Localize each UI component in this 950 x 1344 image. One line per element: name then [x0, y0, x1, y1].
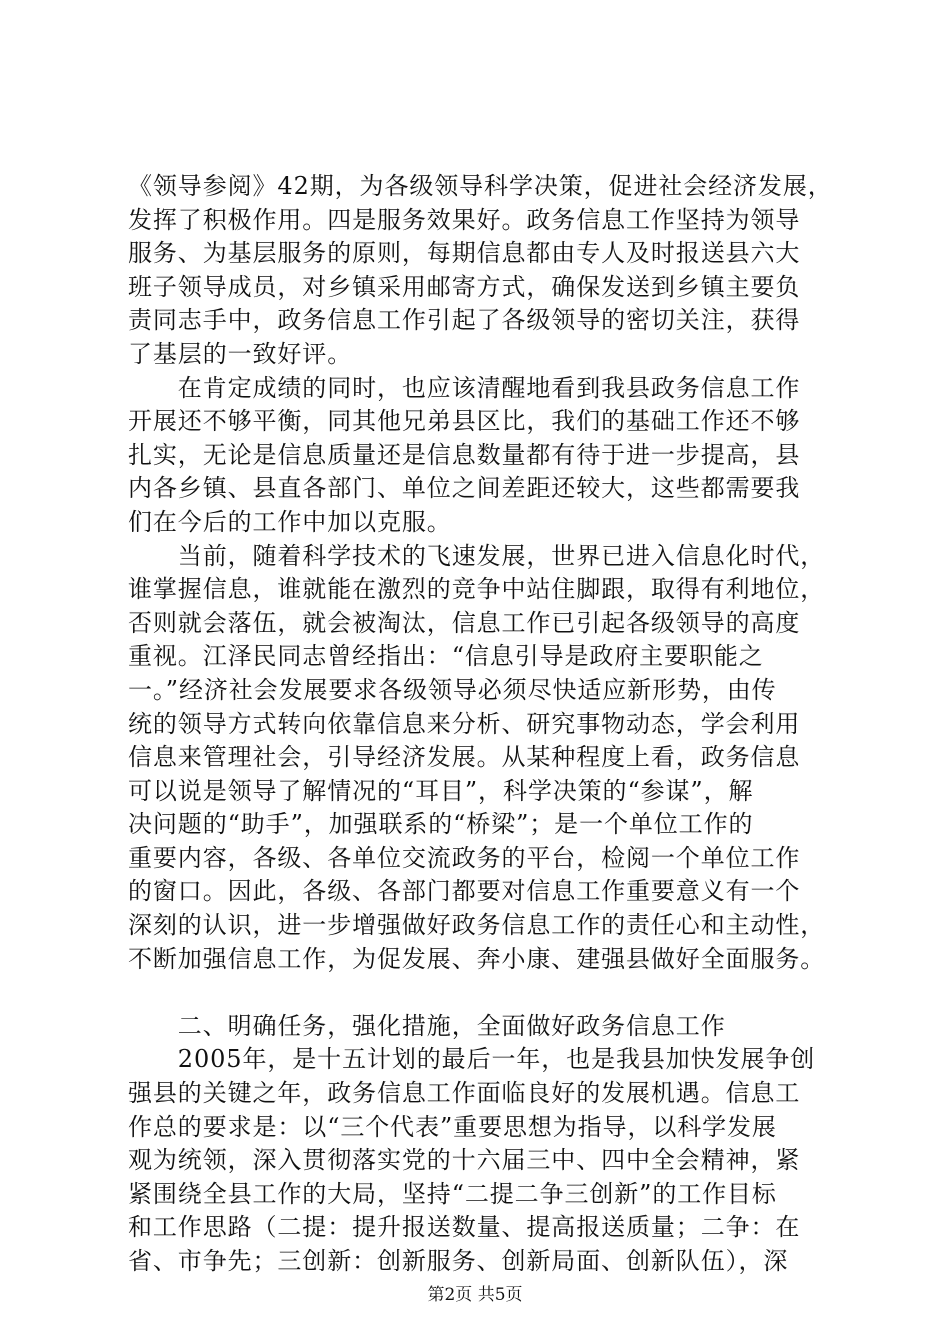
- text-line: 发挥了积极作用。四是服务效果好。政务信息工作坚持为领导: [128, 205, 801, 234]
- text-line: 2005年，是十五计划的最后一年，也是我县加快发展争创: [128, 1045, 816, 1074]
- text-line: 不断加强信息工作，为促发展、奔小康、建强县做好全面服务。: [128, 944, 826, 973]
- text-line: 信息来管理社会，引导经济发展。从某种程度上看，政务信息: [128, 743, 801, 772]
- text-line: 重要内容，各级、各单位交流政务的平台，检阅一个单位工作: [128, 843, 801, 872]
- paragraph-gap: [128, 976, 828, 1010]
- text-line: 当前，随着科学技术的飞速发展，世界已进入信息化时代，: [128, 541, 826, 570]
- text-line: 省、市争先；三创新：创新服务、创新局面、创新队伍），深: [128, 1247, 789, 1275]
- text-line: 强县的关键之年，政务信息工作面临良好的发展机遇。信息工: [128, 1079, 801, 1108]
- text-line: 作总的要求是：以“三个代表”重要思想为指导，以科学发展: [128, 1112, 777, 1141]
- text-line: 统的领导方式转向依靠信息来分析、研究事物动态，学会利用: [128, 709, 801, 738]
- text-line: 扎实，无论是信息质量还是信息数量都有待于进一步提高，县: [128, 440, 801, 469]
- text-line: 们在今后的工作中加以克服。: [128, 507, 452, 536]
- text-line: 《领导参阅》42期，为各级领导科学决策，促进社会经济发展，: [128, 172, 833, 200]
- text-line: 班子领导成员，对乡镇采用邮寄方式，确保发送到乡镇主要负: [128, 272, 801, 301]
- text-line: 和工作思路（二提：提升报送数量、提高报送质量；二争：在: [128, 1213, 801, 1242]
- text-line: 在肯定成绩的同时，也应该清醒地看到我县政务信息工作: [128, 373, 801, 402]
- text-line: 责同志手中，政务信息工作引起了各级领导的密切关注，获得: [128, 306, 801, 335]
- text-line: 的窗口。因此，各级、各部门都要对信息工作重要意义有一个: [128, 877, 801, 906]
- page-footer: [0, 1283, 950, 1307]
- text-line: 可以说是领导了解情况的“耳目”，科学决策的“参谋”，解: [128, 776, 754, 805]
- text-line: 否则就会落伍，就会被淘汰，信息工作已引起各级领导的高度: [128, 608, 801, 637]
- section-heading: 二、明确任务，强化措施，全面做好政务信息工作: [128, 1011, 726, 1040]
- text-line: 内各乡镇、县直各部门、单位之间差距还较大，这些都需要我: [128, 474, 801, 503]
- text-line: 服务、为基层服务的原则，每期信息都由专人及时报送县六大: [128, 239, 801, 268]
- text-line: 深刻的认识，进一步增强做好政务信息工作的责任心和主动性，: [128, 911, 826, 940]
- text-line: 紧围绕全县工作的大局，坚持“二提二争三创新”的工作目标: [128, 1179, 777, 1208]
- text-line: 了基层的一致好评。: [128, 339, 353, 368]
- document-body: [128, 170, 833, 1279]
- text-line: 谁掌握信息，谁就能在激烈的竞争中站住脚跟，取得有利地位，: [128, 575, 826, 604]
- text-line: 决问题的“助手”，加强联系的“桥梁”；是一个单位工作的: [128, 810, 754, 839]
- page-indicator: 第2页 共5页: [427, 1285, 523, 1305]
- text-line: 观为统领，深入贯彻落实党的十六届三中、四中全会精神，紧: [128, 1146, 801, 1175]
- text-line: 重视。江泽民同志曾经指出：“信息引导是政府主要职能之: [128, 642, 764, 671]
- text-line: 一。”经济社会发展要求各级领导必须尽快适应新形势，由传: [128, 675, 777, 704]
- text-line: 开展还不够平衡，同其他兄弟县区比，我们的基础工作还不够: [128, 407, 801, 436]
